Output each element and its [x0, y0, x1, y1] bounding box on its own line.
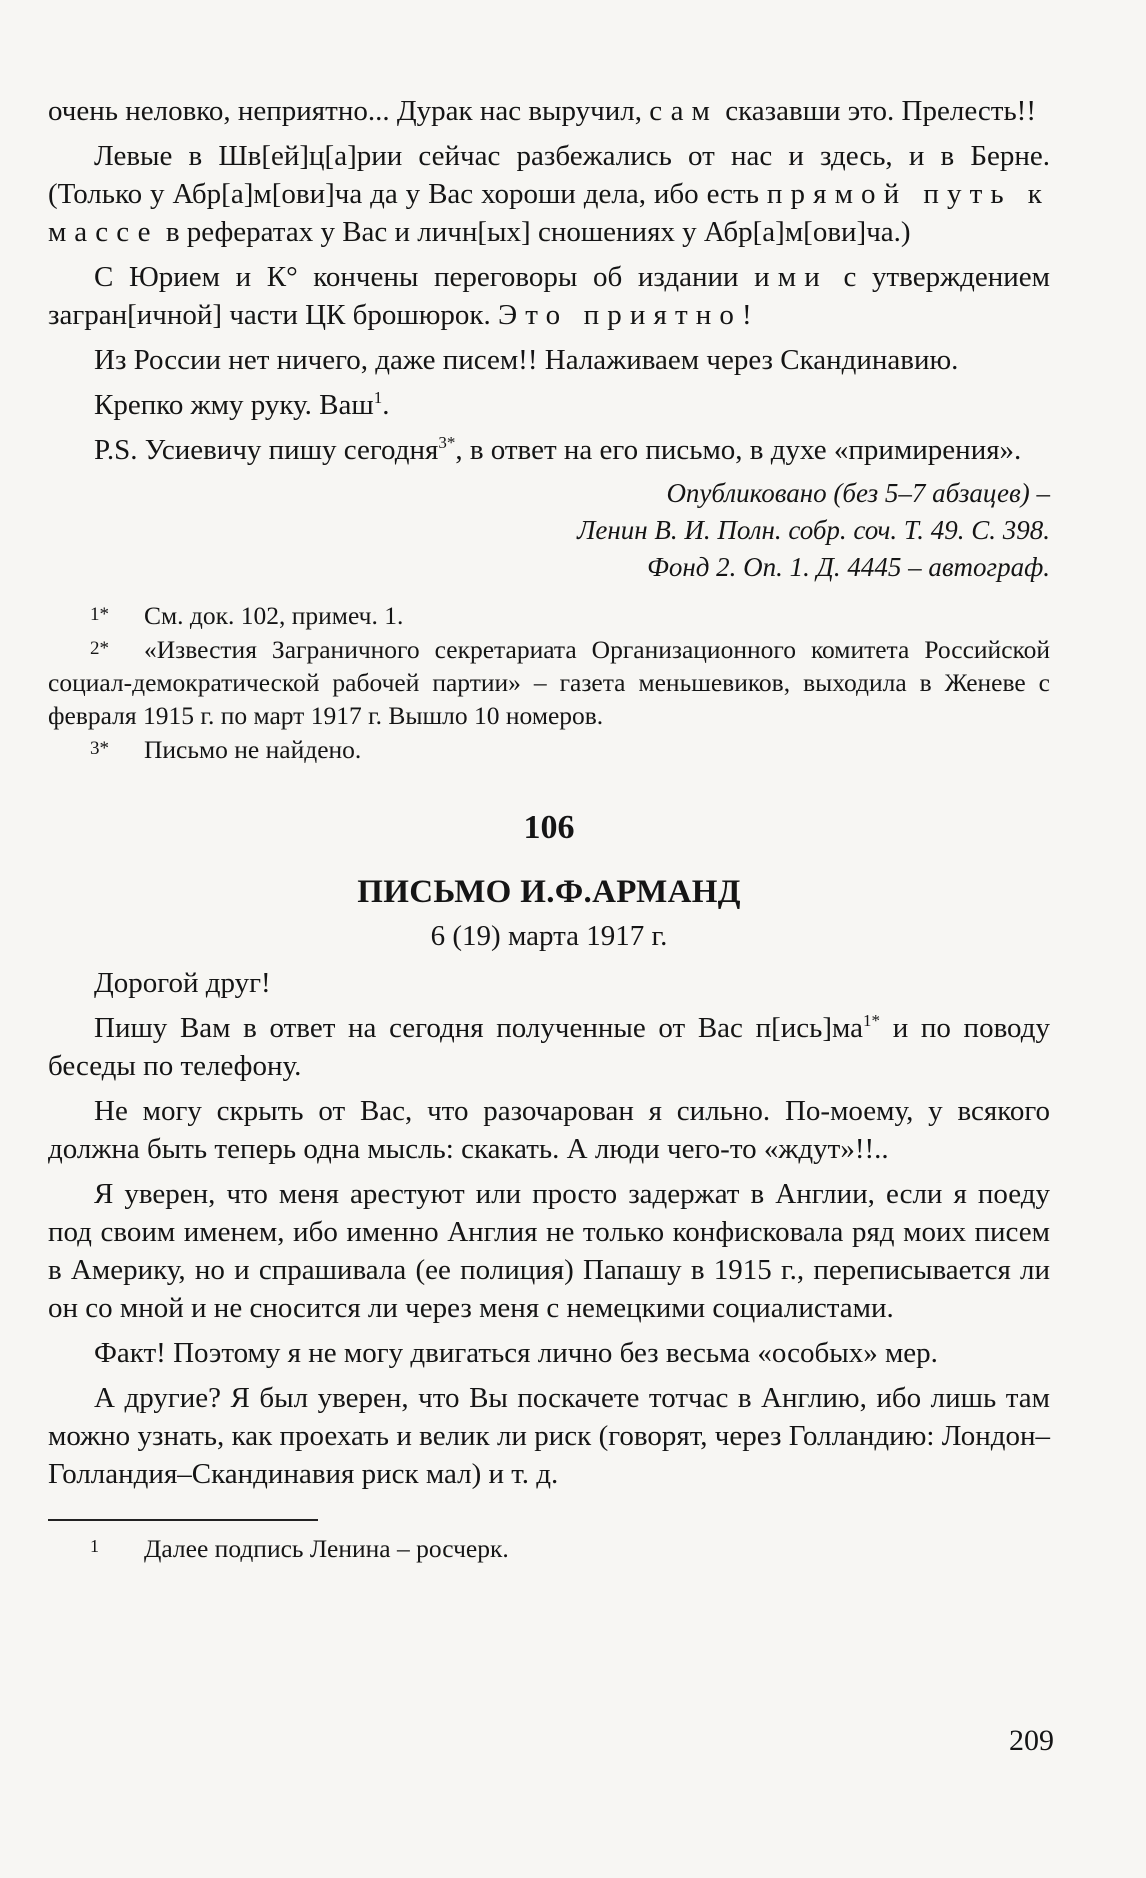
document-number: 106 — [523, 809, 575, 846]
paragraph-text: и по поводу беседы по телефону. — [48, 1012, 1050, 1082]
paragraph-text: очень неловко, неприятно... Дурак нас выручил, — [48, 95, 642, 127]
note-marker: 2* — [90, 638, 109, 659]
letter-paragraph-3: Я уверен, что меня арестуют или просто задержат в Англии, если я поеду под своим именем, ибо именно Англия не только конфисковала ряд моих писем в Америку, но и спрашивала (ее полиция) Папашу в 1915 г., переписывается ли он со мной и не сносится ли через меня с немецкими социалистами. — [48, 1178, 1050, 1324]
note-marker: 1* — [90, 604, 109, 625]
paragraph-5: Крепко жму руку. Ваш$^1$. — [94, 388, 390, 421]
source-line-1: Опубликовано (без 5–7 абзацев) – — [666, 478, 1050, 508]
spaced-emphasis: ими — [754, 261, 828, 293]
paragraph-text: , в ответ на его письмо, в духе «примирения». — [455, 434, 1022, 466]
spaced-emphasis: Это приятно! — [497, 299, 760, 331]
letter-paragraph-2: Не могу скрыть от Вас, что разочарован я сильно. По-моему, у всякого должна быть теперь одна мысль: скакать. А люди чего-то «ждут»!!.. — [48, 1095, 1050, 1165]
footnote-text: Далее подпись Ленина – росчерк. — [144, 1534, 509, 1563]
note-text: «Известия Заграничного секретариата Организационного комитета Российской социал-демократической рабочей партии» – газета меньшевиков, выходила в Женеве с февраля 1915 г. по март 1917 г. Вышло 10 номеров. — [48, 635, 1050, 730]
note-text: Письмо не найдено. — [144, 735, 362, 764]
footnote-ref: 1* — [863, 1011, 881, 1030]
document-title: ПИСЬМО И.Ф.АРМАНД — [357, 874, 741, 910]
spaced-emphasis: прямой путь к массе — [48, 178, 1050, 248]
note-text: См. док. 102, примеч. 1. — [144, 601, 404, 630]
note-1 — [48, 598, 1050, 632]
letter-paragraph-1 — [48, 1009, 1050, 1085]
footnote-marker: 1 — [90, 1536, 99, 1556]
paragraph-1 — [48, 92, 1050, 130]
letter-paragraph-4: Факт! Поэтому я не могу двигаться лично без весьма «особых» мер. — [94, 1337, 938, 1369]
paragraph-text: сказавши это. Прелесть!! — [725, 95, 1036, 127]
note-2 — [48, 632, 1050, 732]
paragraph-text: Крепко жму руку. Ваш — [94, 389, 374, 421]
source-line-3: Фонд 2. Оп. 1. Д. 4445 – автограф. — [647, 552, 1050, 582]
paragraph-text: в рефератах у Вас и личн[ых] сношениях у Абр[а]м[ови]ча.) — [165, 216, 911, 248]
document-date: 6 (19) марта 1917 г. — [430, 920, 668, 952]
letter-paragraph-5: А другие? Я был уверен, что Вы поскачете тотчас в Англию, ибо лишь там можно узнать, как проехать и велик ли риск (говорят, через Голландию: Лондон–Голландия–Скандинавия риск мал) и т. д. — [48, 1382, 1050, 1490]
footnote-ref: 1 — [373, 388, 383, 407]
paragraph-text: P.S. Усиевичу пишу сегодня — [94, 434, 439, 466]
spaced-emphasis: сам — [649, 95, 719, 127]
source-line-2: Ленин В. И. Полн. собр. соч. Т. 49. С. 398. — [577, 515, 1050, 545]
paragraph-3 — [48, 258, 1050, 334]
paragraph-text: Левые в Шв[ей]ц[а]рии сейчас разбежались от нас и здесь, и в Берне. (Только у Абр[а]м[ови]ча да у Вас хороши дела, ибо есть — [48, 140, 1050, 210]
paragraph-text: Пишу Вам в ответ на сегодня полученные от Вас п[ись]ма — [94, 1012, 864, 1044]
letter-salutation: Дорогой друг! — [94, 967, 271, 999]
note-marker: 3* — [90, 738, 109, 759]
note-3 — [48, 732, 1050, 766]
footnote-ref: 3* — [438, 433, 456, 452]
paragraph-text: С Юрием и К° кончены переговоры об издании — [94, 261, 739, 293]
paragraph-6 — [48, 431, 1050, 469]
paragraph-text: с утверждением загран[ичной] части ЦК брошюрок. — [48, 261, 1050, 331]
footnote — [48, 1529, 1050, 1566]
footnote-divider — [48, 1519, 318, 1521]
page-number: 209 — [1009, 1724, 1054, 1757]
editorial-notes — [48, 598, 1050, 766]
paragraph-4: Из России нет ничего, даже писем!! Налаживаем через Скандинавию. — [94, 344, 959, 376]
paragraph-2 — [48, 137, 1050, 251]
